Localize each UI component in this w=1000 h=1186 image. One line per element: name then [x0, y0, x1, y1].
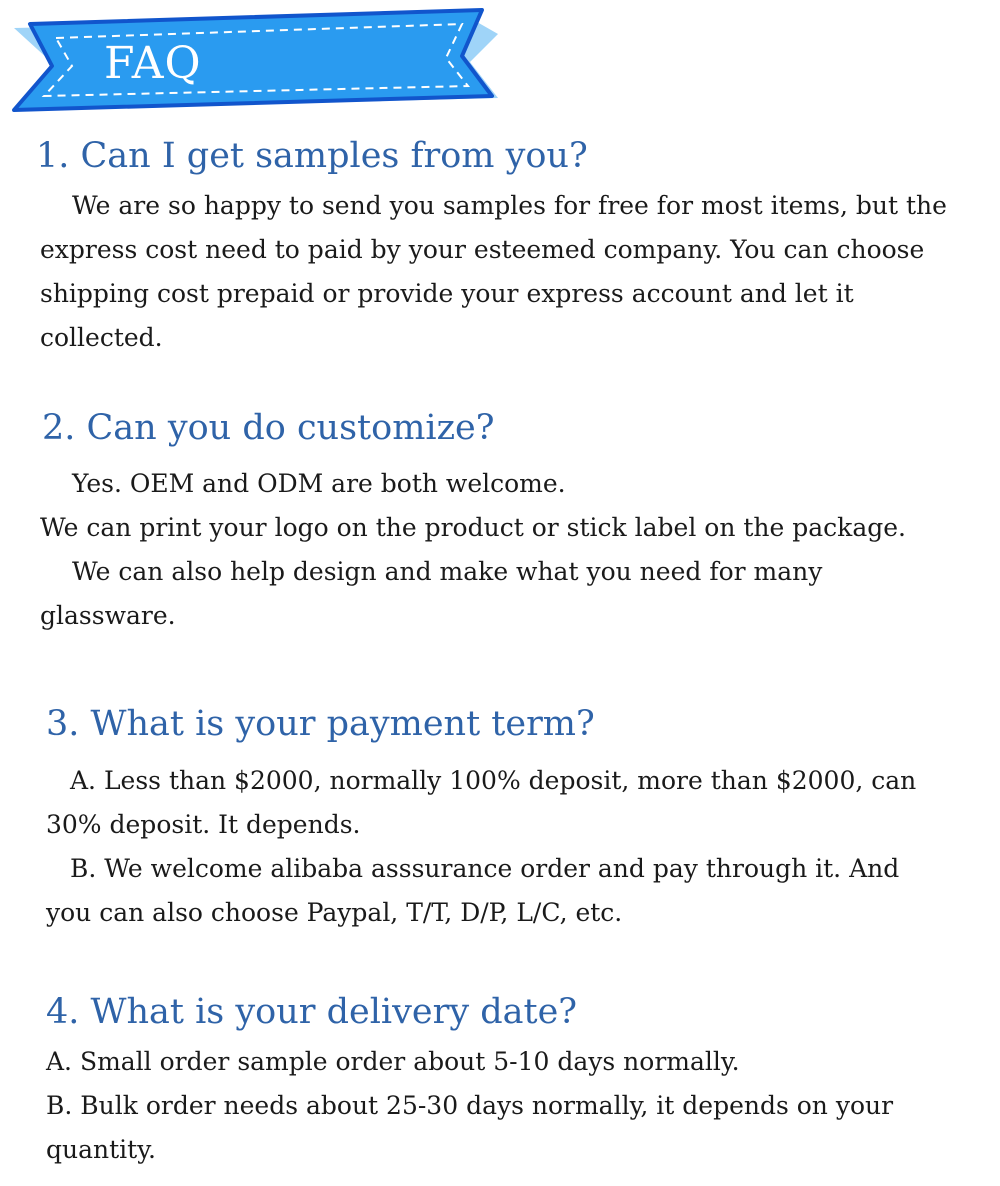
- faq-answer-2-line-4: glassware.: [40, 601, 176, 630]
- faq-answer-4-line-3: quantity.: [46, 1135, 156, 1164]
- faq-answer-1-line-3: shipping cost prepaid or provide your express account and let it: [40, 279, 854, 308]
- faq-answer-2-line-2: We can print your logo on the product or stick label on the package.: [40, 513, 906, 542]
- faq-answer-2-line-3: We can also help design and make what you need for many: [72, 557, 823, 586]
- faq-banner: [0, 0, 1000, 120]
- faq-answer-1-line-4: collected.: [40, 323, 163, 352]
- faq-answer-4-line-1: A. Small order sample order about 5-10 days normally.: [46, 1047, 740, 1076]
- faq-answer-1-line-2: express cost need to paid by your esteemed company. You can choose: [40, 235, 925, 264]
- faq-question-4: 4. What is your delivery date?: [46, 992, 578, 1032]
- faq-question-3: 3. What is your payment term?: [46, 704, 595, 744]
- faq-answer-3-line-1: A. Less than $2000, normally 100% deposit, more than $2000, can: [70, 766, 917, 795]
- faq-answer-3-line-4: you can also choose Paypal, T/T, D/P, L/C, etc.: [46, 898, 623, 927]
- faq-question-1: 1. Can I get samples from you?: [36, 136, 588, 176]
- faq-answer-3-line-3: B. We welcome alibaba asssurance order and pay through it. And: [70, 854, 900, 883]
- faq-answer-4-line-2: B. Bulk order needs about 25-30 days normally, it depends on your: [46, 1091, 894, 1120]
- faq-answer-3-line-2: 30% deposit. It depends.: [46, 810, 361, 839]
- banner-title: FAQ: [104, 38, 202, 89]
- faq-answer-1-line-1: We are so happy to send you samples for free for most items, but the: [72, 191, 947, 220]
- faq-question-2: 2. Can you do customize?: [42, 408, 495, 448]
- faq-answer-2-line-1: Yes. OEM and ODM are both welcome.: [72, 469, 566, 498]
